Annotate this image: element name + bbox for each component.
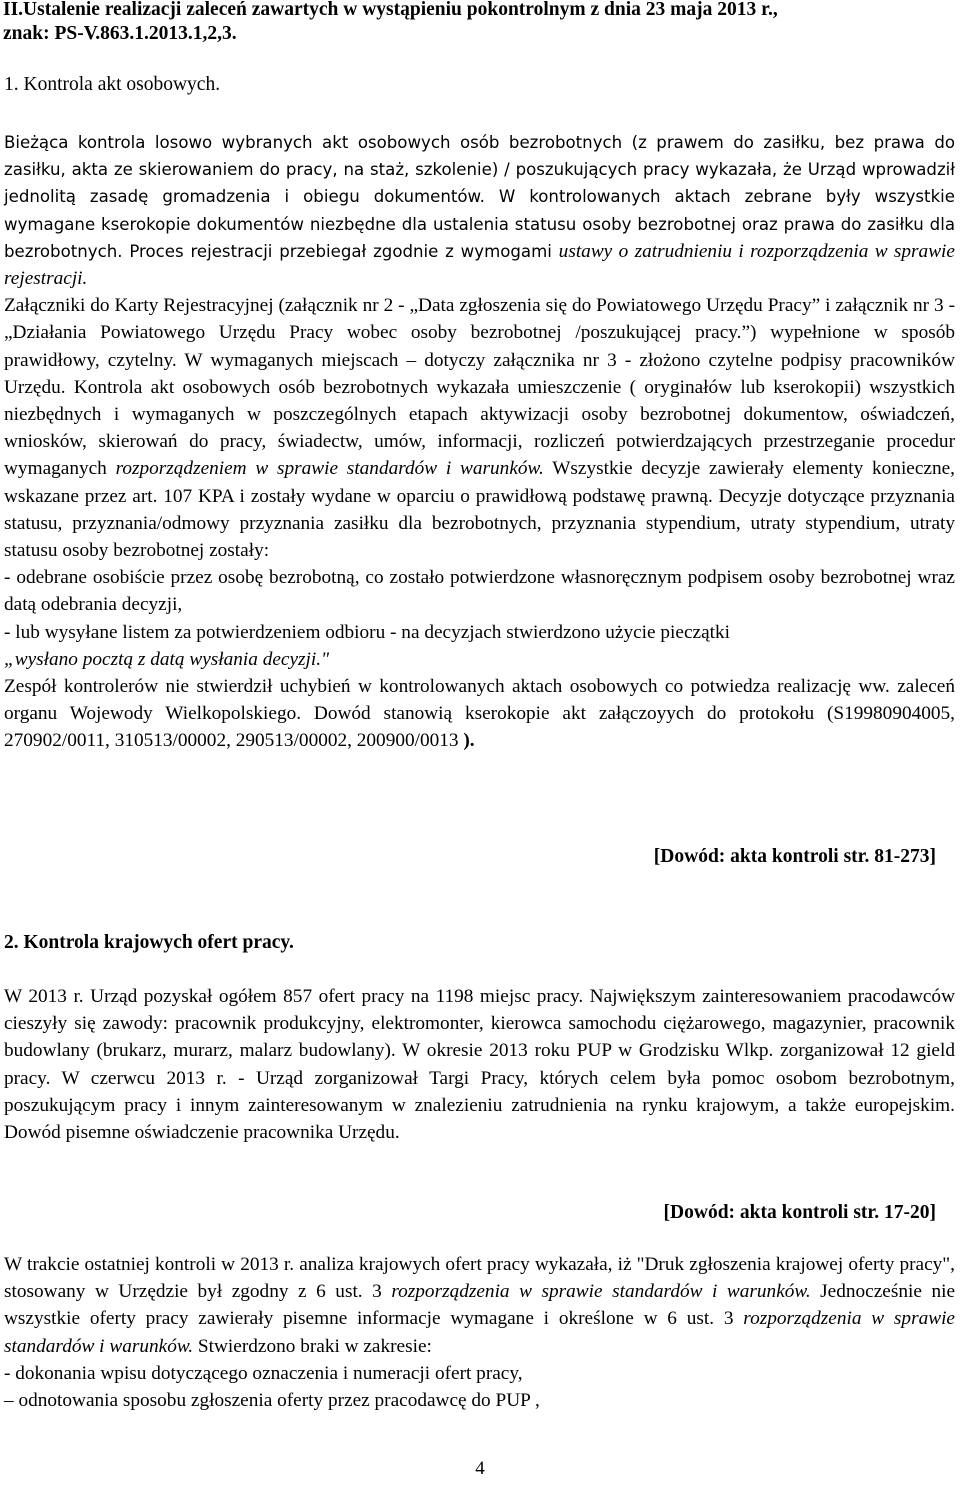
- bullet-wpis: - dokonania wpisu dotyczącego oznaczenia i numeracji ofert pracy,: [4, 1362, 523, 1384]
- evidence-section-1: [Dowód: akta kontroli str. 81-273]: [653, 846, 936, 867]
- bullet-odnotowanie: – odnotowania sposobu zgłoszenia oferty przez pracodawcę do PUP ,: [4, 1390, 540, 1412]
- bullet-wysylane: - lub wysyłane listem za potwierdzeniem odbioru - na decyzjach stwierdzono użycie pieczątki „wysłano pocztą z datą wysłania decyzji.": [4, 621, 730, 670]
- paragraph-akta-intro: Bieżąca kontrola losowo wybranych akt osobowych osób bezrobotnych (z prawem do zasiłku, bez prawa do zasiłku, akta ze skierowaniem do pracy, na staż, szkolenie) / poszukujących pracy wykazała, że Urząd wprowadził jednolitą zasadę gromadzenia i obiegu dokumentów. W kontrolowanych aktach zebrane były wszystkie wymagane kserokopie dokumentów niezbędne dla ustalenia statusu osoby bezrobotnej oraz prawa do zasiłku dla bezrobotnych. Proces rejestracji przebiegał zgodnie z wymogami ustawy o zatrudnieniu i rozporządzenia w sprawie rejestracji.: [4, 133, 955, 290]
- section-2-title: 2. Kontrola krajowych ofert pracy.: [4, 932, 294, 953]
- section-2-body: [4, 983, 955, 1146]
- evidence-section-2: [Dowód: akta kontroli str. 17-20]: [663, 1202, 936, 1223]
- paragraph-zalaczniki: Załączniki do Karty Rejestracyjnej (załącznik nr 2 - „Data zgłoszenia się do Powiatowego Urzędu Pracy” i załącznik nr 3 - „Działania Powiatowego Urzędu Pracy wobec osoby bezrobotnej /poszukującej pracy.”) wypełnione w sposób prawidłowy, czytelny. W wymaganych miejscach – dotyczy załącznika nr 3 - złożono czytelne podpisy pracowników Urzędu. Kontrola akt osobowych osób bezrobotnych wykazała umieszczenie ( oryginałów lub kserokopii) wszystkich niezbędnych i wymaganych w poszczególnych etapach aktywizacji osoby bezrobotnej dokumentow, oświadczeń, wniosków, skierowań do pracy, świadectw, umów, informacji, rozliczeń potwierdzających przestrzeganie procedur wymaganych rozporządzeniem w sprawie standardów i warunków. Wszystkie decyzje zawierały elementy konieczne, wskazane przez art. 107 KPA i zostały wydane w oparciu o prawidłową podstawę prawną. Decyzje dotyczące przyznania statusu, przyznania/odmowy przyznania zasiłku dla bezrobotnych, przyznania stypendium, utraty stypendium, utraty statusu osoby bezrobotnej zostały:: [4, 295, 955, 562]
- heading-line-1: II.Ustalenie realizacji zaleceń zawartych w wystąpieniu pokontrolnym z dnia 23 maja 2013 r.,: [3, 0, 778, 20]
- heading-line-2: znak: PS-V.863.1.2013.1,2,3.: [3, 23, 237, 44]
- section-1-title: 1. Kontrola akt osobowych.: [4, 74, 221, 95]
- paragraph-analiza: W trakcie ostatniej kontroli w 2013 r. analiza krajowych ofert pracy wykazała, iż "Druk zgłoszenia krajowej oferty pracy", stosowany w Urzędzie był zgodny z 6 ust. 3 rozporządzenia w sprawie standardów i warunków. Jednocześnie nie wszystkie oferty pracy zawierały pisemne informacje wymagane i określone w 6 ust. 3 rozporządzenia w sprawie standardów i warunków. Stwierdzono braki w zakresie:: [4, 1254, 955, 1357]
- bullet-odebrane: - odebrane osobiście przez osobę bezrobotną, co zostało potwierdzone własnoręcznym podpisem osoby bezrobotnej wraz datą odebrania decyzji,: [4, 567, 955, 616]
- paragraph-oferty: W 2013 r. Urząd pozyskał ogółem 857 ofert pracy na 1198 miejsc pracy. Największym zainteresowaniem pracodawców cieszyły się zawody: pracownik produkcyjny, elektromonter, kierowca samochodu ciężarowego, magazynier, pracownik budowlany (brukarz, murarz, malarz budowlany). W okresie 2013 roku PUP w Grodzisku Wlkp. zorganizował 12 gield pracy. W czerwcu 2013 r. - Urząd zorganizował Targi Pracy, których celem była pomoc osobom bezrobotnym, poszukującym pracy i innym zainteresowanym w znalezieniu zatrudnienia na rynku krajowym, a także europejskim. Dowód pisemne oświadczenie pracownika Urzędu.: [4, 986, 955, 1144]
- section-1-body: [4, 129, 955, 755]
- page-number: 4: [475, 1458, 485, 1479]
- paragraph-zespol: Zespół kontrolerów nie stwierdził uchybień w kontrolowanych aktach osobowych co potwiedza realizację ww. zaleceń organu Wojewody Wielkopolskiego. Dowód stanowią kserokopie akt załączoyych do protokołu (S19980904005, 270902/0011, 310513/00002, 290513/00002, 200900/0013 ).: [4, 676, 955, 752]
- section-2-body-b: [4, 1251, 955, 1414]
